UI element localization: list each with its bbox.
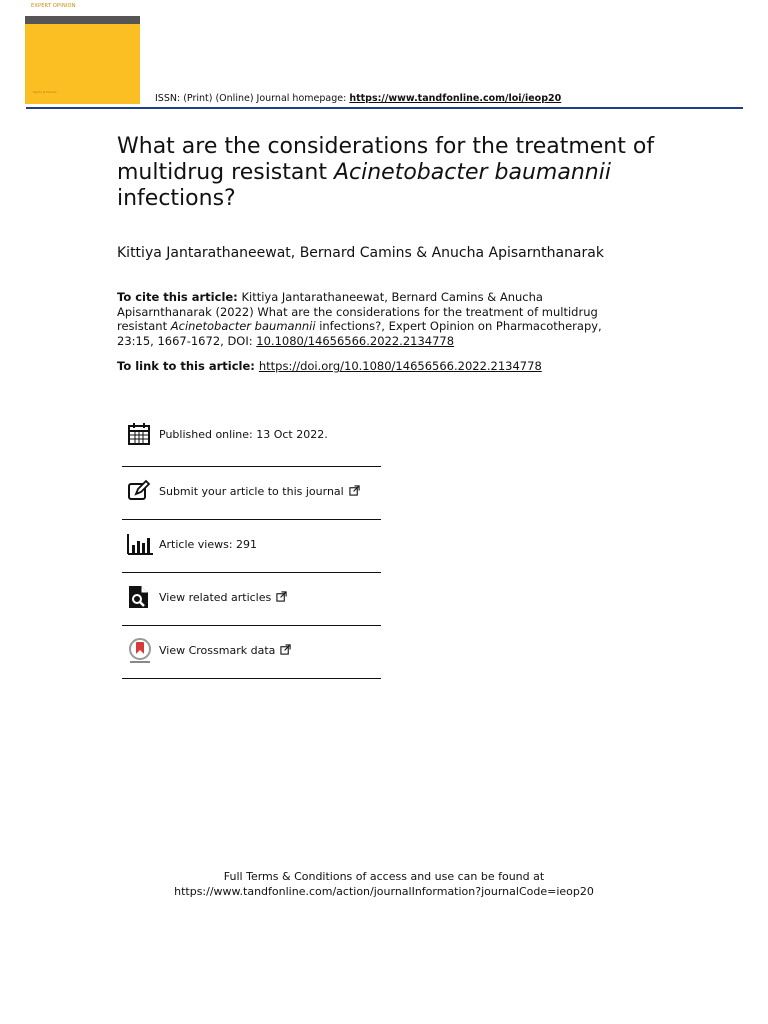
crossmark-label: View Crossmark data [159, 644, 291, 658]
submit-article-label: Submit your article to this journal [159, 485, 360, 499]
issn-text: ISSN: (Print) (Online) Journal homepage: [155, 93, 350, 104]
search-document-icon [127, 585, 151, 609]
external-link-icon [280, 644, 291, 658]
journal-cover-thumbnail[interactable] [25, 0, 140, 104]
published-online-item [122, 410, 381, 467]
crossmark-icon [127, 638, 151, 662]
cover-band [25, 16, 140, 24]
bar-chart-icon [127, 532, 151, 556]
article-authors: Kittiya Jantarathaneewat, Bernard Camins & Anucha Apisarnthanarak [117, 245, 604, 261]
crossmark-item[interactable] [122, 626, 381, 679]
cover-footer-text: Taylor & Francis [33, 90, 57, 94]
article-views-item [122, 520, 381, 573]
calendar-icon [127, 422, 151, 446]
related-articles-item[interactable] [122, 573, 381, 626]
citation-doi-link[interactable]: 10.1080/14656566.2022.2134778 [256, 333, 455, 348]
published-online-label: Published online: 13 Oct 2022. [159, 428, 328, 441]
article-info-list [122, 410, 381, 679]
submit-article-item[interactable] [122, 467, 381, 520]
edit-icon [127, 479, 151, 503]
article-doi-link[interactable]: https://doi.org/10.1080/14656566.2022.2134778 [258, 359, 542, 373]
footer-terms-link[interactable]: https://www.tandfonline.com/action/journalInformation?journalCode=ieop20 [174, 885, 594, 898]
journal-homepage-link[interactable]: https://www.tandfonline.com/loi/ieop20 [349, 93, 562, 104]
cover-header-text: EXPERT OPINION [31, 3, 76, 9]
external-link-icon [349, 485, 360, 499]
header-rule [26, 107, 743, 109]
article-link-line [117, 359, 542, 373]
citation-block: To cite this article: Kittiya Jantarathaneewat, Bernard Camins & Anucha Apisarnthanarak (2022) What are the considerations for the treatment of multidrug resistant Acinetobacter baumannii infections?, Expert Opinion on Pharmacotherapy, 23:15, 1667-1672, DOI: 10.1080/14656566.2022.2134778 [117, 290, 602, 348]
link-label: To link to this article: [117, 359, 255, 373]
external-link-icon [276, 591, 287, 605]
issn-line [155, 93, 561, 104]
footer-terms [0, 869, 768, 899]
footer-line-1: Full Terms & Conditions of access and use can be found at [223, 870, 545, 883]
article-title: What are the considerations for the treatment of multidrug resistant Acinetobacter baumannii infections? [117, 134, 655, 211]
related-articles-label: View related articles [159, 591, 287, 605]
citation-label: To cite this article: [117, 290, 238, 304]
article-views-label: Article views: 291 [159, 538, 258, 551]
